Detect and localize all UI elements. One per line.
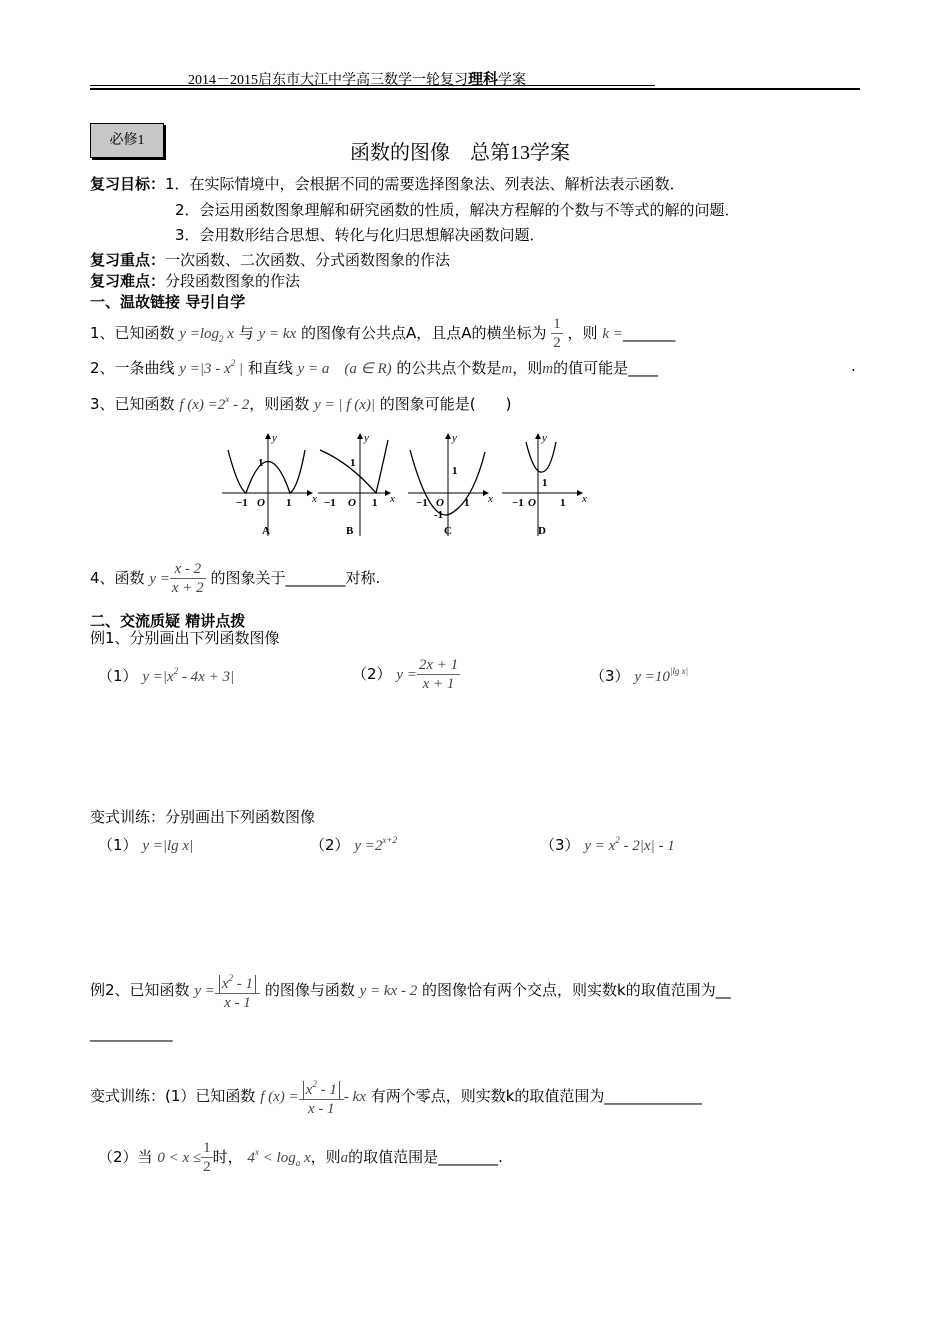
var2-end: . <box>498 1148 503 1166</box>
q1-text-d: ，则 <box>567 324 598 342</box>
q1-fraction-half: $\frac{1}{2}$ <box>553 316 561 351</box>
difficulty-label: 复习难点： <box>90 272 166 290</box>
ex2-formula-line: y = kx - 2 <box>359 983 418 999</box>
graph-b-y-label: y <box>364 432 369 444</box>
graph-a-origin: O <box>257 497 265 509</box>
objectives-label: 复习目标： <box>90 175 166 193</box>
graph-c-y-label: y <box>452 432 457 444</box>
graph-c-x-label: x <box>488 493 493 505</box>
q1-text-a: 1、已知函数 <box>90 324 175 342</box>
question-3 <box>90 393 511 414</box>
var2-text-e: ，则 <box>310 1148 341 1166</box>
var2-fraction-half: $\frac{1}{2}$ <box>203 1140 211 1175</box>
graph-d-tick-neg1: −1 <box>512 497 524 509</box>
var2-text-c: （2）当 <box>98 1148 153 1166</box>
ex1-formula-2-y: y = <box>396 667 417 683</box>
q4-text-a: 4、函数 <box>90 569 145 587</box>
q3-formula-abs: y = | f (x)| <box>314 397 375 413</box>
graph-c-origin: O <box>436 497 444 509</box>
graph-c-label: C <box>444 525 452 537</box>
question-4 <box>90 556 380 600</box>
q1-blank: _______ <box>622 324 676 342</box>
ex1-number-1: （1） <box>98 667 138 685</box>
difficulty-text: 分段函数图象的作法 <box>165 272 301 290</box>
example-1-item-1 <box>98 665 234 686</box>
graph-c-tick-1y: 1 <box>452 465 458 477</box>
example-2 <box>90 966 731 1014</box>
q4-formula-y: y = <box>149 571 170 587</box>
graph-d-y-label: y <box>542 432 547 444</box>
var1-number-3: （3） <box>540 836 580 854</box>
q4-text-b: 的图象关于 <box>210 569 286 587</box>
page-title: 函数的图像 总第13学案 <box>350 142 570 164</box>
example-1-item-2 <box>352 652 460 696</box>
header-bold: 理科 <box>468 70 499 88</box>
graph-a-x-label: x <box>312 493 317 505</box>
q3-text-c: 的图象可能是( ) <box>379 395 512 413</box>
ex2-text-c: 的图像恰有两个交点，则实数k的取值范围为__ <box>422 981 731 999</box>
variant-1-item-2 <box>310 834 397 855</box>
graph-b[interactable] <box>318 432 395 537</box>
q3-text-b: ，则函数 <box>249 395 310 413</box>
var1-formula-3: $y = x^2 - 2|x| - 1$ <box>584 835 675 854</box>
graph-c[interactable] <box>408 432 493 537</box>
var2-text-b: 有两个零点，则实数k的取值范围为 <box>370 1087 605 1105</box>
ex1-number-2: （2） <box>352 665 392 683</box>
q3-formula-f: f $(x) =2^x - 2$ <box>179 394 250 413</box>
example-1-title: 例1、分别画出下列函数图像 <box>90 629 280 647</box>
key-label: 复习重点： <box>90 251 166 269</box>
variant-2-part-2 <box>98 1130 503 1174</box>
var2-formula-interval: 0 < x ≤ <box>157 1150 202 1166</box>
graph-a-tick-1y: 1 <box>258 457 264 469</box>
var2-formula-ineq: $4^x < \log_a x$ <box>247 1147 311 1168</box>
graph-b-origin: O <box>348 497 356 509</box>
badge-text: 必修1 <box>109 133 145 148</box>
objective-2: 2．会运用函数图象理解和研究函数的性质，解决方程解的个数与不等式的解的问题． <box>175 201 740 219</box>
graph-b-x-label: x <box>390 493 395 505</box>
graph-d-origin: O <box>528 497 536 509</box>
var2-fraction: $\frac{x^2 - 1}{x - 1}$ <box>299 1075 344 1119</box>
ex1-formula-3: $y =10^{|lg x|}$ <box>634 666 689 685</box>
graph-b-label: B <box>346 525 354 537</box>
graph-b-tick-1y: 1 <box>350 457 356 469</box>
var2-blank-2: ________ <box>438 1148 499 1166</box>
header-rule <box>90 88 860 90</box>
example-1-item-3 <box>590 665 688 686</box>
ex1-fraction-2: $\frac{2x + 1}{x + 1}$ <box>418 657 459 692</box>
ex1-number-3: （3） <box>590 667 630 685</box>
q4-fraction: $\frac{x - 2}{x + 2}$ <box>171 561 204 596</box>
variant-1-title: 变式训练：分别画出下列函数图像 <box>90 808 316 826</box>
key-text: 一次函数、二次函数、分式函数图象的作法 <box>165 251 451 269</box>
graph-a[interactable] <box>222 432 317 537</box>
var2-text-f: 的取值范围是 <box>348 1148 439 1166</box>
q2-text-c: 的公共点个数是 <box>396 359 502 377</box>
var2-text-a: 变式训练：(1）已知函数 <box>90 1087 256 1105</box>
ex2-formula-y: y = <box>194 983 215 999</box>
graph-d-label: D <box>538 525 546 537</box>
graph-c-tick-1x: 1 <box>464 497 470 509</box>
var1-number-1: （1） <box>98 836 138 854</box>
difficulty <box>90 270 300 291</box>
var1-number-2: （2） <box>310 836 350 854</box>
var2-formula-kx: - kx <box>343 1089 366 1105</box>
q2-text-d: ，则 <box>512 359 543 377</box>
question-1 <box>90 313 675 353</box>
module-badge <box>90 123 164 158</box>
graph-c-tick-neg1-y: -1 <box>434 509 444 521</box>
objective-1: 1．在实际情境中，会根据不同的需要选择图象法、列表法、解析法表示函数． <box>165 175 685 193</box>
q2-var-m-2: m <box>542 361 554 377</box>
q4-text-c: 对称. <box>345 569 381 587</box>
q3-text-a: 3、已知函数 <box>90 395 175 413</box>
graph-a-tick-1x: 1 <box>286 497 292 509</box>
ex2-blank-continued: ___________ <box>90 1024 173 1042</box>
q2-blank: ____ <box>628 359 659 377</box>
var2-var-a: a <box>340 1150 349 1166</box>
section-1-heading: 一、温故链接 导引自学 <box>90 293 246 311</box>
q4-blank: ________ <box>285 569 346 587</box>
question-2 <box>90 357 658 378</box>
q2-trailing-dot: . <box>851 357 856 375</box>
q1-formula-kx: y = kx <box>258 326 297 342</box>
ex1-formula-1: $y =|x^2 - 4x + 3|$ <box>142 666 235 685</box>
q2-text-b: 和直线 <box>247 359 293 377</box>
var1-formula-2: $y =2^{x+2}$ <box>354 835 397 854</box>
q3-graph-options <box>220 428 600 543</box>
graph-a-y-label: y <box>272 432 277 444</box>
q2-text-e: 的值可能是 <box>553 359 629 377</box>
variant-1-item-3 <box>540 834 675 855</box>
ex2-fraction: $\frac{x^2 - 1}{x - 1}$ <box>215 969 260 1013</box>
variant-1-item-1 <box>98 834 193 855</box>
variant-2-part-1 <box>90 1072 702 1120</box>
key-points <box>90 249 450 270</box>
q1-text-b: 与 <box>238 324 254 342</box>
header-text: 2014－2015启东市大江中学高三数学一轮复习 <box>188 73 468 88</box>
q2-formula-curve: $y =|3 - x^2$ | <box>179 358 244 377</box>
header-tail: 学案 <box>498 73 527 88</box>
graph-d-x-label: x <box>582 493 587 505</box>
q2-var-m: m <box>501 361 513 377</box>
q1-formula-k: k = <box>602 326 623 342</box>
var1-formula-1: y =|lg x| <box>142 838 194 854</box>
var2-formula-f: f (x) = <box>260 1089 299 1105</box>
var2-text-d: 时， <box>212 1148 243 1166</box>
graph-a-tick-neg1: −1 <box>236 497 248 509</box>
graph-b-tick-neg1: −1 <box>324 497 336 509</box>
q2-formula-line: y = a (a ∈ R) <box>297 361 392 377</box>
q1-text-c: 的图像有公共点A，且点A的横坐标为 <box>300 324 547 342</box>
q2-text-a: 2、一条曲线 <box>90 359 175 377</box>
objectives <box>90 173 685 194</box>
graph-c-tick-neg1: −1 <box>416 497 428 509</box>
graph-b-tick-1x: 1 <box>372 497 378 509</box>
var2-blank: _____________ <box>604 1087 702 1105</box>
q1-formula-log: $y =\log_2$ x <box>179 326 234 344</box>
objective-3: 3．会用数形结合思想、转化与化归思想解决函数问题． <box>175 226 545 244</box>
graph-d-tick-1y: 1 <box>542 477 548 489</box>
graph-d-tick-1x: 1 <box>560 497 566 509</box>
header-underline <box>90 85 655 86</box>
graph-a-label: A <box>262 525 270 537</box>
ex2-text-b: 的图像与函数 <box>264 981 355 999</box>
section-2-heading: 二、交流质疑 精讲点拨 <box>90 612 246 630</box>
graph-d[interactable] <box>502 432 587 537</box>
ex2-text-a: 例2、已知函数 <box>90 981 190 999</box>
